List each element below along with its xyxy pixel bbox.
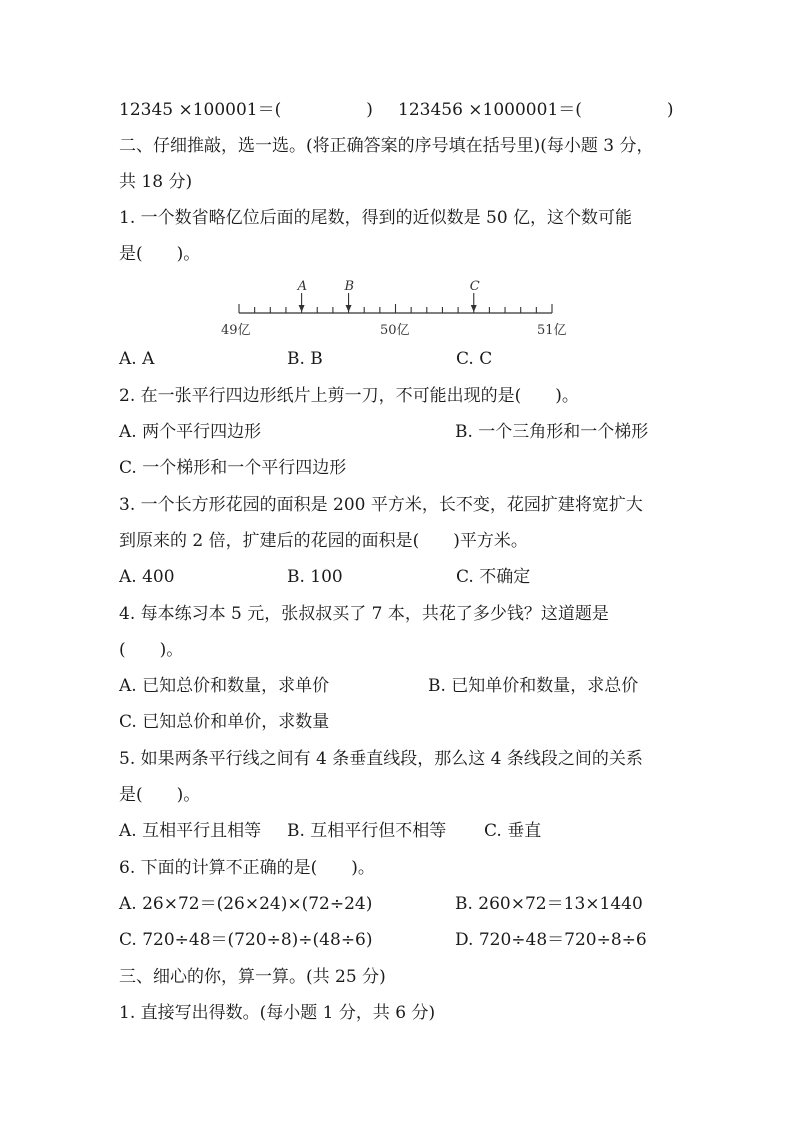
section-2-title-cont: 共 18 分) bbox=[119, 172, 193, 192]
number-line bbox=[215, 274, 575, 340]
marker-label-a: A bbox=[297, 279, 307, 294]
q1-option-c: C. C bbox=[456, 349, 493, 369]
question-4-text: 4. 每本练习本 5 元，张叔叔买了 7 本，共花了多少钱？这道题是 bbox=[119, 604, 609, 624]
marker-arrowhead-a bbox=[299, 305, 305, 312]
question-5-text-cont: 是( )。 bbox=[119, 785, 201, 805]
calc-problem-left: 12345 ×100001＝( ) bbox=[119, 100, 373, 120]
marker-arrowhead-b bbox=[346, 305, 352, 312]
question-5-text: 5. 如果两条平行线之间有 4 条垂直线段，那么这 4 条线段之间的关系 bbox=[119, 749, 643, 769]
question-3-text: 3. 一个长方形花园的面积是 200 平方米，长不变，花园扩建将宽扩大 bbox=[119, 495, 643, 515]
question-4-text-cont: ( )。 bbox=[119, 640, 184, 660]
q2-option-c: C. 一个梯形和一个平行四边形 bbox=[119, 458, 347, 478]
q5-option-a: A. 互相平行且相等 bbox=[119, 821, 262, 841]
question-2-text: 2. 在一张平行四边形纸片上剪一刀，不可能出现的是( )。 bbox=[119, 386, 579, 406]
section-2-title: 二、仔细推敲，选一选。(将正确答案的序号填在括号里)(每小题 3 分， bbox=[119, 136, 654, 156]
q4-option-c: C. 已知总价和单价，求数量 bbox=[119, 712, 330, 732]
q2-option-a: A. 两个平行四边形 bbox=[119, 422, 262, 442]
q4-option-b: B. 已知单价和数量，求总价 bbox=[428, 676, 639, 696]
calc-problem-right: 123456 ×1000001＝( ) bbox=[398, 100, 674, 120]
question-1-text: 1. 一个数省略亿位后面的尾数，得到的近似数是 50 亿，这个数可能 bbox=[119, 208, 633, 228]
q3-option-c: C. 不确定 bbox=[456, 567, 531, 587]
marker-label-c: C bbox=[469, 279, 480, 294]
q6-option-d: D. 720÷48＝720÷8÷6 bbox=[455, 930, 647, 950]
q2-option-b: B. 一个三角形和一个梯形 bbox=[455, 422, 649, 442]
q1-option-b: B. B bbox=[287, 349, 323, 369]
q5-option-b: B. 互相平行但不相等 bbox=[287, 821, 447, 841]
q3-option-b: B. 100 bbox=[287, 567, 343, 587]
number-line-markers bbox=[297, 279, 480, 312]
number-line-ticks bbox=[239, 304, 552, 313]
section-3-sub-1: 1. 直接写出得数。(每小题 1 分，共 6 分) bbox=[119, 1003, 436, 1023]
question-6-text: 6. 下面的计算不正确的是( )。 bbox=[119, 858, 375, 878]
q5-option-c: C. 垂直 bbox=[484, 821, 542, 841]
marker-label-b: B bbox=[344, 279, 355, 294]
axis-label-51: 51亿 bbox=[537, 323, 567, 338]
axis-label-49: 49亿 bbox=[221, 323, 251, 338]
q1-option-a: A. A bbox=[119, 349, 155, 369]
q6-option-b: B. 260×72＝13×1440 bbox=[455, 894, 643, 914]
question-1-text-cont: 是( )。 bbox=[119, 244, 201, 264]
axis-label-50: 50亿 bbox=[380, 323, 410, 338]
q3-option-a: A. 400 bbox=[119, 567, 175, 587]
q4-option-a: A. 已知总价和数量，求单价 bbox=[119, 676, 330, 696]
section-3-title: 三、细心的你，算一算。(共 25 分) bbox=[119, 967, 386, 987]
marker-arrowhead-c bbox=[471, 305, 477, 312]
q6-option-a: A. 26×72＝(26×24)×(72÷24) bbox=[119, 894, 373, 914]
question-3-text-cont: 到原来的 2 倍，扩建后的花园的面积是( )平方米。 bbox=[119, 531, 528, 551]
q6-option-c: C. 720÷48＝(720÷8)÷(48÷6) bbox=[119, 930, 373, 950]
